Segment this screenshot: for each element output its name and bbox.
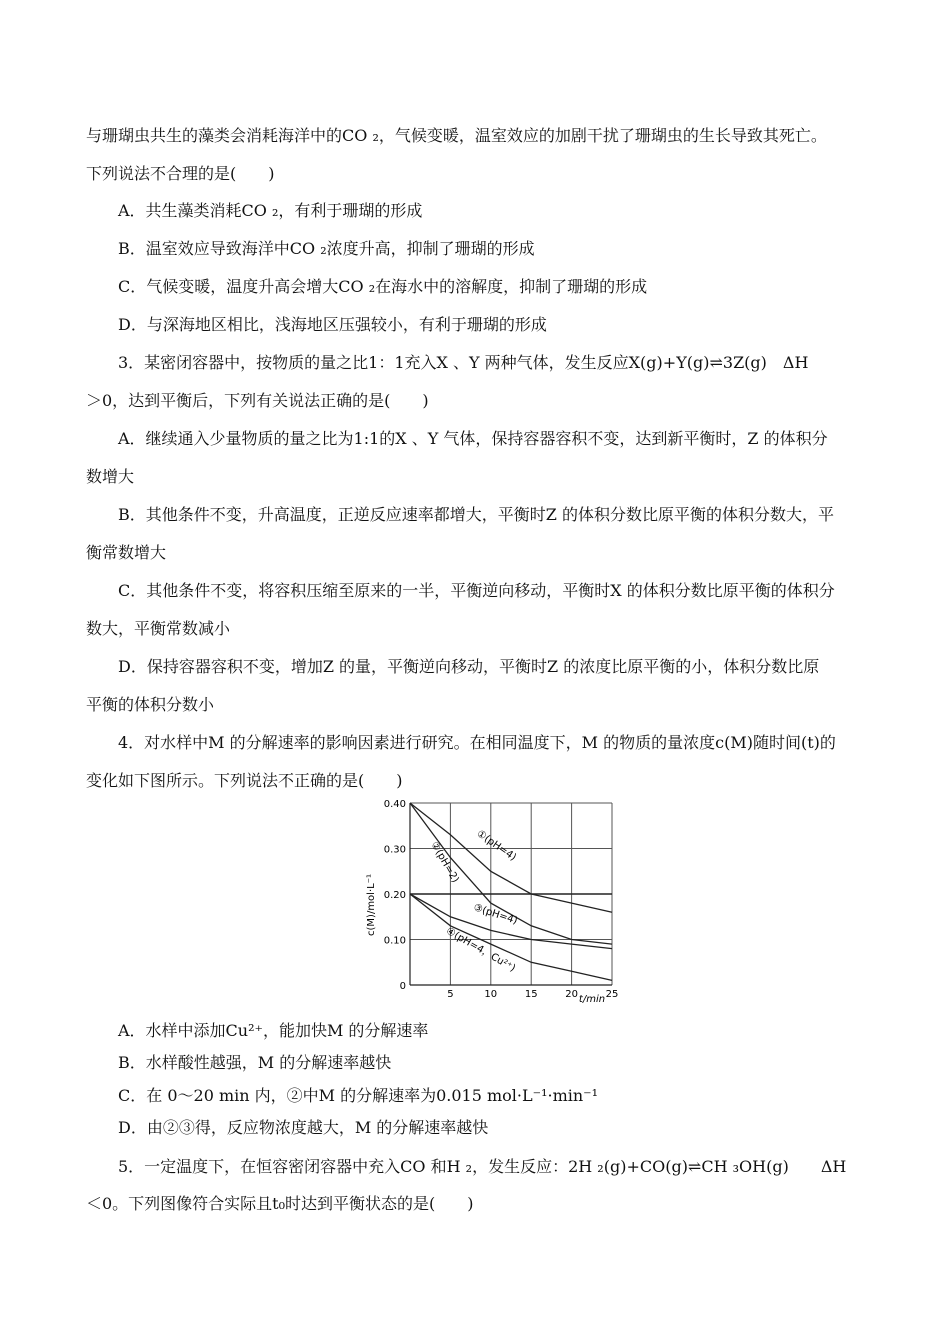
q4-option-b: B．水样酸性越强，M 的分解速率越快 [118,1053,392,1072]
option-a: A．共生藻类消耗CO ₂，有利于珊瑚的形成 [118,201,423,220]
question-5-stem-line-1: 5．一定温度下，在恒容密闭容器中充入CO 和H ₂，发生反应：2H ₂(g)+CO(g)⇌CH ₃OH(g) ΔH [118,1157,847,1176]
question-2-stem-line-2: 下列说法不合理的是( ) [86,164,275,183]
option-b: B．温室效应导致海洋中CO ₂浓度升高，抑制了珊瑚的形成 [118,239,535,258]
y-tick-label: 0 [399,981,406,992]
x-tick-label: 10 [484,989,498,1000]
q4-option-a: A．水样中添加Cu²⁺，能加快M 的分解速率 [118,1021,429,1040]
question-2-stem-line-1: 与珊瑚虫共生的藻类会消耗海洋中的CO ₂，气候变暖，温室效应的加剧干扰了珊瑚虫的生长导致其死亡。 [86,126,827,145]
question-4-stem-line-1: 4．对水样中M 的分解速率的影响因素进行研究。在相同温度下，M 的物质的量浓度c(M)随时间(t)的 [118,733,836,752]
q4-option-c: C．在 0～20 min 内，②中M 的分解速率为0.015 mol·L⁻¹·min⁻¹ [118,1086,599,1105]
q4-option-d: D．由②③得，反应物浓度越大，M 的分解速率越快 [118,1118,489,1137]
x-tick-label: 20 [565,989,578,1000]
question-5-stem-line-2: ＜0。下列图像符合实际且t₀时达到平衡状态的是( ) [86,1194,474,1213]
q3-option-d-line-2: 平衡的体积分数小 [86,695,215,714]
q3-option-b-line-1: B．其他条件不变，升高温度，正逆反应速率都增大，平衡时Z 的体积分数比原平衡的体积分数大，平 [118,505,834,524]
y-tick-label: 0.30 [383,844,406,856]
series-label-4: ④(pH=4，Cu²⁺) [444,925,518,975]
q3-option-b-line-2: 衡常数增大 [86,543,167,562]
q3-option-a-line-1: A．继续通入少量物质的量之比为1:1的X 、Y 气体，保持容器容积不变，达到新平衡时，Z 的体积分 [118,429,828,448]
x-tick-label: 5 [447,989,454,1000]
question-3-stem-line-1: 3．某密闭容器中，按物质的量之比1：1充入X 、Y 两种气体，发生反应X(g)+Y(g)⇌3Z(g) ΔH [118,353,809,372]
x-tick-label: 25 [605,989,619,1000]
concentration-time-chart [360,793,622,1007]
series-label-1: ①(pH=4) [474,828,519,864]
q3-option-c-line-1: C．其他条件不变，将容积压缩至原来的一半，平衡逆向移动，平衡时X 的体积分数比原平衡的体积分 [118,581,835,600]
option-c: C．气候变暖，温度升高会增大CO ₂在海水中的溶解度，抑制了珊瑚的形成 [118,277,648,296]
question-4-stem-line-2: 变化如下图所示。下列说法不正确的是( ) [86,771,403,790]
option-d: D．与深海地区相比，浅海地区压强较小，有利于珊瑚的形成 [118,315,547,334]
x-tick-label: 15 [524,989,538,1000]
x-axis-label: t/min [578,994,606,1005]
series-label-3: ③(pH=4) [472,902,519,927]
question-3-stem-line-2: ＞0，达到平衡后，下列有关说法正确的是( ) [86,391,429,410]
q3-option-d-line-1: D．保持容器容积不变，增加Z 的量，平衡逆向移动，平衡时Z 的浓度比原平衡的小，体积分数比原 [118,657,820,676]
y-tick-label: 0.40 [383,799,406,810]
series-label-2: ②(pH=2) [428,839,461,885]
y-axis-label: c(M)/mol·L⁻¹ [366,874,377,936]
y-tick-label: 0.10 [383,935,406,947]
q3-option-a-line-2: 数增大 [86,467,135,486]
y-tick-label: 0.20 [383,890,406,901]
q3-option-c-line-2: 数大，平衡常数减小 [86,619,231,638]
